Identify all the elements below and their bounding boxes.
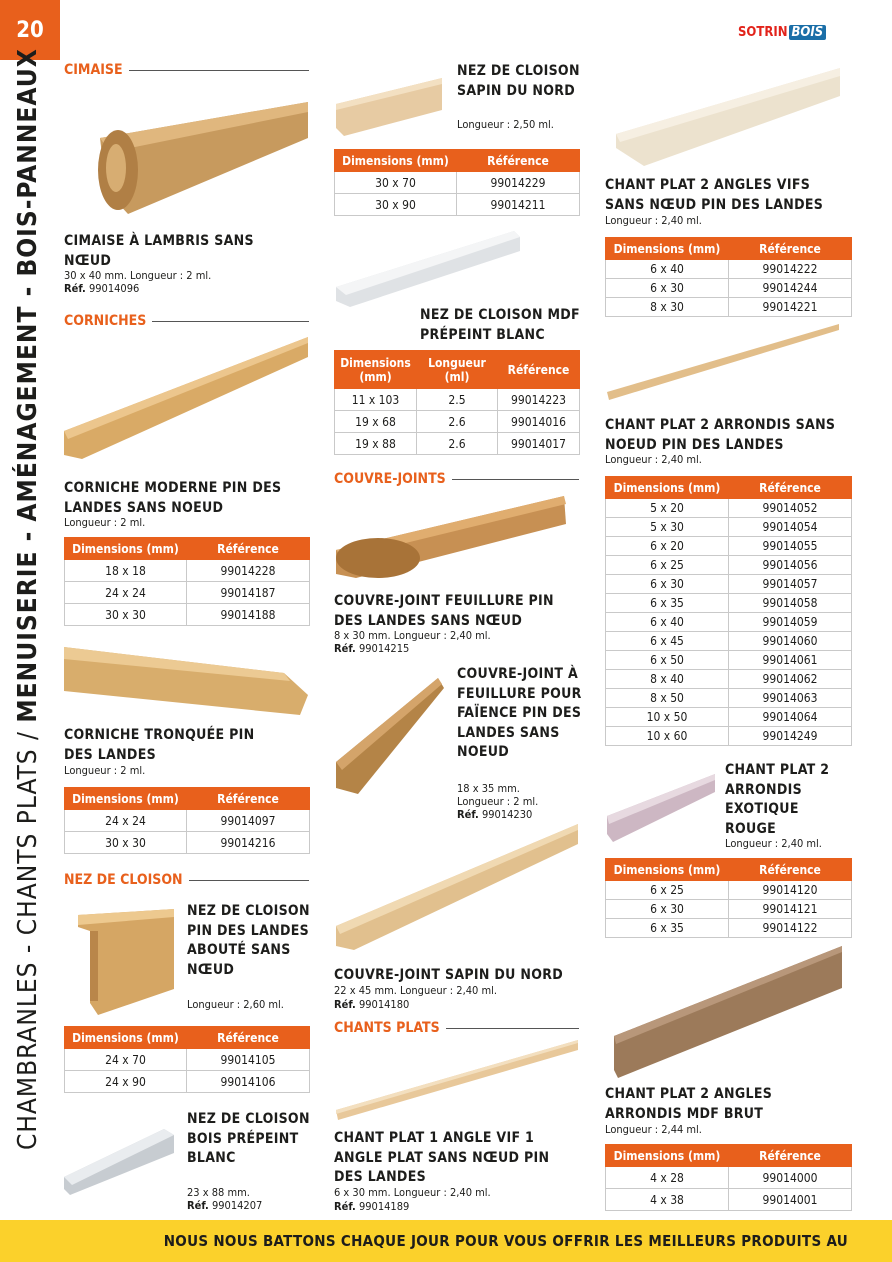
table-row: 11 x 103 2.5 99014223 — [335, 389, 580, 411]
table-row: 30 x 90 99014211 — [335, 194, 580, 216]
corniche-tronquee-table: Dimensions (mm) Référence 24 x 24 99014097 30 x 30 99014216 — [64, 787, 310, 854]
nez-sapin-nord-table: Dimensions (mm) Référence 30 x 70 99014229 30 x 90 99014211 — [334, 149, 580, 216]
chant-mdf-brut-sub: Longueur : 2,44 ml. — [605, 1123, 702, 1136]
section-cimaise: CIMAISE — [64, 62, 309, 78]
chant-exotique-title: CHANT PLAT 2 ARRONDIS EXOTIQUE ROUGE — [725, 762, 830, 837]
chant-1-angle-sub: 6 x 30 mm. Longueur : 2,40 ml. — [334, 1186, 491, 1199]
table-row: 8 x 50 99014063 — [606, 689, 852, 708]
table-row: 6 x 35 99014122 — [606, 919, 852, 938]
couvre-joint-feuillure-title: COUVRE-JOINT FEUILLURE PIN DES LANDES SANS NŒUD — [334, 593, 554, 629]
nez-pin-aboute-sub: Longueur : 2,60 ml. — [187, 998, 284, 1011]
chant-2-angles-vifs-title: CHANT PLAT 2 ANGLES VIFS SANS NŒUD PIN DES LANDES — [605, 177, 824, 213]
corniche-moderne-title: CORNICHE MODERNE PIN DES LANDES SANS NOEUD — [64, 480, 282, 516]
cimaise-lambris-sub: 30 x 40 mm. Longueur : 2 ml. — [64, 269, 212, 282]
nez-bois-prepeint-title: NEZ DE CLOISON BOIS PRÉPEINT BLANC — [187, 1111, 310, 1166]
chant-2-angles-vifs-image — [614, 66, 842, 168]
section-couvre-joints: COUVRE-JOINTS — [334, 471, 579, 487]
table-row: 30 x 30 99014188 — [65, 604, 310, 626]
chant-1-angle-title: CHANT PLAT 1 ANGLE VIF 1 ANGLE PLAT SANS NŒUD PIN DES LANDES — [334, 1130, 550, 1185]
corniche-tronquee-title: CORNICHE TRONQUÉE PIN DES LANDES — [64, 727, 255, 763]
nez-sapin-nord-title: NEZ DE CLOISON SAPIN DU NORD — [457, 63, 580, 99]
table-row: 5 x 20 99014052 — [606, 499, 852, 518]
corniche-tronquee-sub: Longueur : 2 ml. — [64, 764, 146, 777]
corniche-moderne-table: Dimensions (mm) Référence 18 x 18 99014228 24 x 24 99014187 30 x 30 99014188 — [64, 537, 310, 626]
section-corniches: CORNICHES — [64, 313, 309, 329]
chant-exotique-sub: Longueur : 2,40 ml. — [725, 837, 822, 850]
couvre-joint-faience-title: COUVRE-JOINT À FEUILLURE POUR FAÏENCE PIN DES LANDES SANS NOEUD — [457, 666, 582, 760]
table-row: 6 x 30 99014057 — [606, 575, 852, 594]
section-chants-plats: CHANTS PLATS — [334, 1020, 579, 1036]
nez-mdf-title: NEZ DE CLOISON MDF PRÉPEINT BLANC — [420, 307, 580, 343]
cimaise-lambris-title: CIMAISE À LAMBRIS SANS NŒUD — [64, 233, 254, 269]
couvre-joint-sapin-ref: Réf. 99014180 — [334, 998, 410, 1011]
table-row: 30 x 30 99014216 — [65, 832, 310, 854]
chant-2-arrondis-table: Dimensions (mm) Référence 5 x 20 99014052 5 x 30 99014054 6 x 20 99014055 6 x 25 99014056 6 x 30 99014057 6 x 35 99014058 6 x 40 99014059 6 x 45 99014060 6 x 50 99014061 8 x 40 99014062 8 x 50 99014063 10 x 50 99014064 10 x 60 99014249 — [605, 476, 852, 746]
chant-2-arrondis-image — [605, 322, 841, 402]
chant-2-arrondis-sub: Longueur : 2,40 ml. — [605, 453, 702, 466]
couvre-joint-sapin-image — [334, 822, 580, 952]
section-nez-de-cloison: NEZ DE CLOISON — [64, 872, 309, 888]
nez-mdf-table: Dimensions (mm) Longueur (ml) Référence 11 x 103 2.5 99014223 19 x 68 2.6 99014016 19 x 88 2.6 99014017 — [334, 350, 580, 455]
table-row: 10 x 60 99014249 — [606, 727, 852, 746]
table-row: 8 x 30 99014221 — [606, 298, 852, 317]
table-row: 6 x 25 99014056 — [606, 556, 852, 575]
table-row: 8 x 40 99014062 — [606, 670, 852, 689]
table-row: 6 x 30 99014244 — [606, 279, 852, 298]
table-row: 5 x 30 99014054 — [606, 518, 852, 537]
page-number: 20 — [0, 0, 60, 60]
table-row: 6 x 20 99014055 — [606, 537, 852, 556]
nez-sapin-nord-sub: Longueur : 2,50 ml. — [457, 118, 554, 131]
chant-1-angle-image — [334, 1038, 580, 1122]
table-row: 6 x 45 99014060 — [606, 632, 852, 651]
table-row: 6 x 40 99014222 — [606, 260, 852, 279]
table-row: 6 x 50 99014061 — [606, 651, 852, 670]
chant-2-angles-vifs-table: Dimensions (mm) Référence 6 x 40 99014222 6 x 30 99014244 8 x 30 99014221 — [605, 237, 852, 317]
couvre-joint-sapin-title: COUVRE-JOINT SAPIN DU NORD — [334, 967, 563, 983]
cimaise-lambris-ref: Réf. 99014096 — [64, 282, 140, 295]
table-row: 18 x 18 99014228 — [65, 560, 310, 582]
table-row: 24 x 90 99014106 — [65, 1071, 310, 1093]
table-row: 6 x 30 99014121 — [606, 900, 852, 919]
table-row: 6 x 25 99014120 — [606, 881, 852, 900]
chant-2-arrondis-title: CHANT PLAT 2 ARRONDIS SANS NOEUD PIN DES LANDES — [605, 417, 836, 453]
table-row: 6 x 35 99014058 — [606, 594, 852, 613]
table-row: 10 x 50 99014064 — [606, 708, 852, 727]
corniche-moderne-image — [64, 335, 310, 461]
chant-mdf-brut-table: Dimensions (mm) Référence 4 x 28 99014000 4 x 38 99014001 — [605, 1144, 852, 1211]
couvre-joint-feuillure-image — [334, 494, 568, 582]
table-row: 30 x 70 99014229 — [335, 172, 580, 194]
nez-sapin-nord-image — [334, 76, 446, 138]
chant-2-angles-vifs-sub: Longueur : 2,40 ml. — [605, 214, 702, 227]
couvre-joint-feuillure-ref: Réf. 99014215 — [334, 642, 410, 655]
table-row: 24 x 70 99014105 — [65, 1049, 310, 1071]
nez-pin-aboute-table: Dimensions (mm) Référence 24 x 70 99014105 24 x 90 99014106 — [64, 1026, 310, 1093]
table-row: 6 x 40 99014059 — [606, 613, 852, 632]
corniche-tronquee-image — [64, 645, 310, 717]
nez-bois-prepeint-image — [64, 1127, 176, 1197]
table-row: 19 x 68 2.6 99014016 — [335, 411, 580, 433]
nez-bois-prepeint-ref: Réf. 99014207 — [187, 1199, 263, 1212]
chant-exotique-image — [605, 772, 717, 844]
footer-banner: NOUS NOUS BATTONS CHAQUE JOUR POUR VOUS OFFRIR LES MEILLEURS PRODUITS AU — [0, 1220, 892, 1262]
table-row: 4 x 28 99014000 — [606, 1167, 852, 1189]
corniche-moderne-sub: Longueur : 2 ml. — [64, 516, 146, 529]
nez-mdf-image — [334, 229, 522, 309]
table-row: 24 x 24 99014187 — [65, 582, 310, 604]
chant-exotique-table: Dimensions (mm) Référence 6 x 25 99014120 6 x 30 99014121 6 x 35 99014122 — [605, 858, 852, 938]
couvre-joint-faience-ref: Réf. 99014230 — [457, 808, 533, 821]
couvre-joint-faience-sub2: Longueur : 2 ml. — [457, 795, 539, 808]
chant-mdf-brut-title: CHANT PLAT 2 ANGLES ARRONDIS MDF BRUT — [605, 1086, 773, 1122]
nez-pin-aboute-image — [76, 907, 176, 1019]
chant-mdf-brut-image — [612, 944, 844, 1080]
vertical-category-title: CHAMBRANLES - CHANTS PLATS / MENUISERIE - AMÉNAGEMENT - BOIS-PANNEAUX — [13, 48, 43, 1150]
table-row: 24 x 24 99014097 — [65, 810, 310, 832]
couvre-joint-faience-image — [334, 676, 446, 796]
brand-logo: SOTRIN BOIS — [738, 22, 850, 42]
nez-pin-aboute-title: NEZ DE CLOISON PIN DES LANDES ABOUTÉ SANS NŒUD — [187, 903, 310, 978]
couvre-joint-faience-sub1: 18 x 35 mm. — [457, 782, 520, 795]
nez-bois-prepeint-sub: 23 x 88 mm. — [187, 1186, 250, 1199]
chant-1-angle-ref: Réf. 99014189 — [334, 1200, 410, 1213]
table-row: 19 x 88 2.6 99014017 — [335, 433, 580, 455]
couvre-joint-sapin-sub: 22 x 45 mm. Longueur : 2,40 ml. — [334, 984, 497, 997]
couvre-joint-feuillure-sub: 8 x 30 mm. Longueur : 2,40 ml. — [334, 629, 491, 642]
cimaise-image — [96, 98, 310, 216]
table-row: 4 x 38 99014001 — [606, 1189, 852, 1211]
